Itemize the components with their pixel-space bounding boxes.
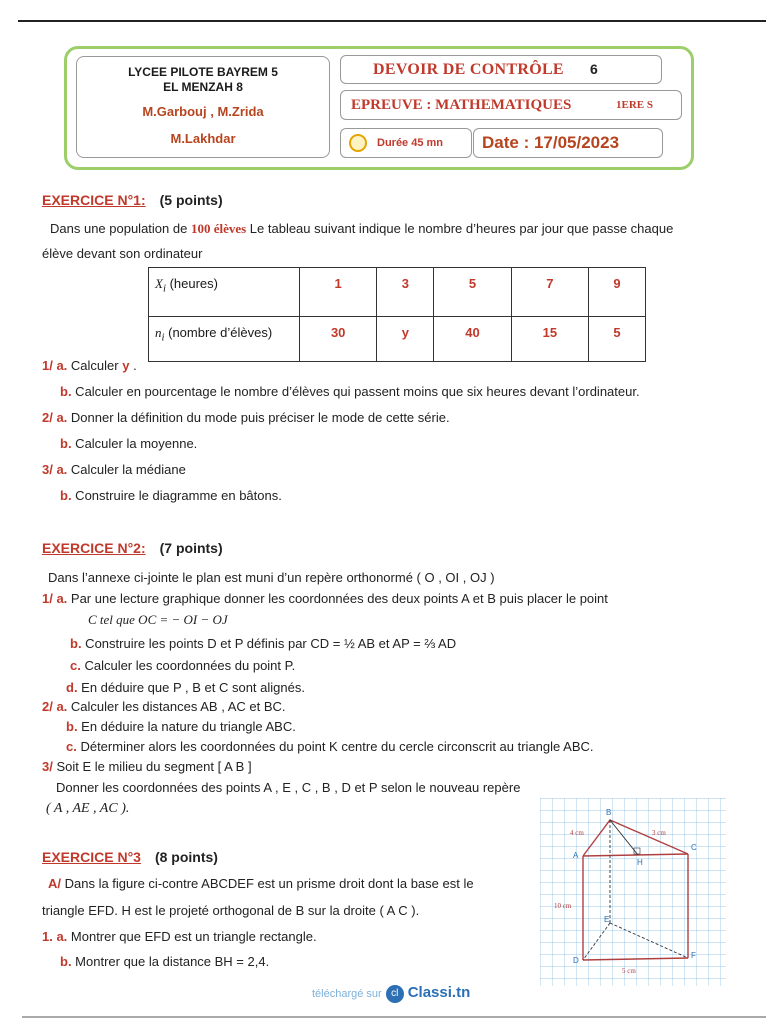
devoir-box (340, 55, 662, 84)
ex2-q2b (66, 719, 296, 734)
ex2-q3 (42, 759, 252, 774)
dim-bc: 3 cm (652, 829, 666, 837)
sub-i: i (161, 331, 165, 344)
q-number: d. (66, 680, 78, 695)
label-heures: (heures) (165, 276, 218, 291)
table-row (149, 268, 646, 317)
teachers: M.Garbouj , M.Zrida (142, 104, 264, 119)
devoir-number: 6 (590, 61, 598, 77)
epreuve-title: EPREUVE : MATHEMATIQUES (351, 97, 572, 113)
q-number: 3/ a. (42, 462, 68, 477)
q-number: c. (66, 739, 77, 754)
q-number: A/ (48, 876, 61, 891)
ex2-q2a (42, 699, 286, 714)
ex2-q1d (66, 680, 305, 695)
sub-i: i (162, 282, 166, 295)
q-number: 1/ a. (42, 358, 68, 373)
ex3-title: EXERCICE N°3 (42, 849, 141, 865)
ex1-title: EXERCICE N°1: (42, 192, 146, 208)
q-text: Donner la définition du mode puis préciser le mode de cette série. (67, 410, 450, 425)
ex1-q3a (42, 462, 186, 477)
q-text: En déduire la nature du triangle ABC. (77, 719, 296, 734)
ex3-points: (8 points) (154, 849, 218, 865)
q-text: Calculer la médiane (67, 462, 186, 477)
table-cell: 7 (511, 268, 588, 317)
q-var: y (122, 358, 130, 373)
label-a: A (573, 851, 579, 860)
q-number: b. (60, 954, 72, 969)
q-number: 2/ a. (42, 410, 68, 425)
label-h: H (637, 858, 643, 867)
q-number: 3/ (42, 759, 53, 774)
table-cell: 9 (589, 268, 646, 317)
ex1-q2a (42, 410, 450, 425)
ex2-q2c (66, 739, 594, 754)
ex2-q1a2: C tel que OC = − OI − OJ (88, 612, 228, 627)
table-cell: 30 (300, 317, 377, 362)
label-eleves: (nombre d’élèves) (164, 325, 273, 340)
ex3-intro2: triangle EFD. H est le projeté orthogonal de B sur la droite ( A C ). (42, 903, 420, 918)
ex1-q3b (60, 488, 282, 503)
q-text: Montrer que la distance BH = 2,4. (71, 954, 270, 969)
footer-brand[interactable]: Classi.tn (407, 984, 471, 1001)
ex3-heading (42, 849, 218, 865)
dim-df: 5 cm (622, 967, 636, 975)
ex1-intro (50, 221, 673, 237)
bottom-rule (22, 1016, 766, 1018)
q-text: Construire le diagramme en bâtons. (71, 488, 282, 503)
q-text: En déduire que P , B et C sont alignés. (77, 680, 305, 695)
ex1-intro2: élève devant son ordinateur (42, 246, 203, 261)
table-cell: 5 (589, 317, 646, 362)
q-number: b. (66, 719, 78, 734)
date-box (473, 128, 663, 158)
ex3-q1b (60, 954, 269, 969)
q-number: 1/ a. (42, 591, 68, 606)
devoir-title: DEVOIR DE CONTRÔLE (373, 61, 564, 78)
ex1-intro-a: Dans une population de (50, 221, 191, 236)
ex2-q1c (70, 658, 295, 673)
top-rule (18, 20, 766, 22)
q-text: Montrer que EFD est un triangle rectangle. (67, 929, 317, 944)
ex1-points: (5 points) (159, 192, 223, 208)
table-cell: 15 (511, 317, 588, 362)
q-text: Déterminer alors les coordonnées du point K centre du cercle circonscrit au triangle ABC. (76, 739, 594, 754)
table-cell: y (377, 317, 434, 362)
q-number: 2/ a. (42, 699, 68, 714)
q-text: Calculer les coordonnées du point P. (80, 658, 296, 673)
dim-ab: 4 cm (570, 829, 584, 837)
q-number: c. (70, 658, 81, 673)
date-label: Date : 17/05/2023 (482, 133, 620, 152)
row-header-n (149, 317, 300, 362)
prism-figure (540, 798, 726, 986)
ex1-intro-c: Le tableau suivant indique le nombre d’heures par jour que passe chaque (246, 221, 674, 236)
footer-watermark (312, 984, 470, 1003)
teacher-2: M.Lakhdar (170, 131, 236, 146)
row-header-x (149, 268, 300, 317)
ex3-q1a (42, 929, 317, 944)
q-text: Calculer (67, 358, 123, 373)
label-e: E (604, 915, 610, 924)
q-text: Calculer en pourcentage le nombre d’élèves qui passent moins que six heures devant l’ordinateur. (71, 384, 640, 399)
label-d: D (573, 956, 579, 965)
table-row (149, 317, 646, 362)
grid-background (540, 798, 726, 986)
ex1-heading (42, 192, 223, 208)
q-text: Calculer les distances AB , AC et BC. (67, 699, 286, 714)
ex1-q2b (60, 436, 197, 451)
q-end: . (129, 358, 137, 373)
q-text: Calculer la moyenne. (71, 436, 198, 451)
ex2-title: EXERCICE N°2: (42, 540, 146, 556)
q-text: Soit E le milieu du segment [ A B ] (52, 759, 252, 774)
school-box (76, 56, 330, 158)
q-text: Construire les points D et P définis par CD = ½ AB et AP = ⅔ AD (81, 636, 457, 651)
ex2-q1a (42, 591, 608, 606)
duree-label: Durée 45 mn (377, 137, 444, 149)
clock-icon (349, 134, 367, 152)
ex2-intro: Dans l’annexe ci-jointe le plan est muni d’un repère orthonormé ( O , OI , OJ ) (48, 570, 495, 585)
table-cell: 5 (434, 268, 511, 317)
table-cell: 40 (434, 317, 511, 362)
school-name: LYCEE PILOTE BAYREM 5 (128, 65, 278, 79)
ex1-q1a (42, 358, 137, 373)
ex2-q1b (70, 636, 456, 651)
label-f: F (691, 951, 696, 960)
table-cell: 3 (377, 268, 434, 317)
q-text: Dans la figure ci-contre ABCDEF est un prisme droit dont la base est le (61, 876, 474, 891)
ex2-q3b: Donner les coordonnées des points A , E , C , B , D et P selon le nouveau repère (56, 780, 521, 795)
label-b: B (606, 808, 612, 817)
duree-box (340, 128, 472, 158)
classe-label: 1ERE S (616, 99, 653, 111)
footer-text: téléchargé sur (312, 988, 382, 1000)
ex1-intro-b: 100 élèves (190, 221, 247, 236)
epreuve-box (340, 90, 682, 120)
q-number: 1. a. (42, 929, 68, 944)
ex2-heading (42, 540, 223, 556)
table-cell: 1 (300, 268, 377, 317)
q-text: Par une lecture graphique donner les coordonnées des deux points A et B puis placer le point (67, 591, 608, 606)
q-number: b. (60, 488, 72, 503)
school-city: EL MENZAH 8 (163, 80, 243, 94)
ex2-q3c: ( A , AE , AC ). (46, 801, 130, 816)
var-n: n (155, 325, 162, 340)
ex2-points: (7 points) (159, 540, 223, 556)
q-number: b. (70, 636, 82, 651)
dim-height: 10 cm (554, 902, 572, 910)
q-number: b. (60, 436, 72, 451)
ex1-table (148, 267, 646, 362)
var-x: X (155, 276, 163, 291)
q-number: b. (60, 384, 72, 399)
label-c: C (691, 843, 697, 852)
ex1-q1b (60, 384, 640, 399)
ex3-intro (48, 876, 474, 891)
classi-logo-icon: cl (386, 985, 404, 1003)
